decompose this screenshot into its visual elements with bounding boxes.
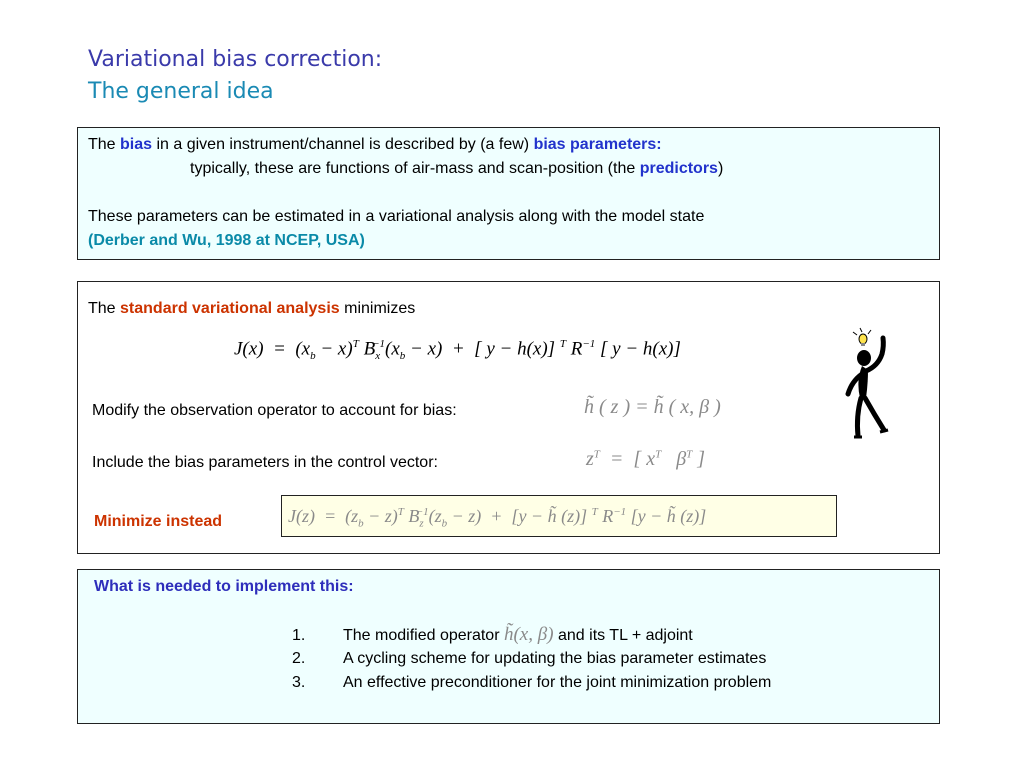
- control-vector-formula: $z^T$ = [ $x^T$ $\beta^T$ ]: [586, 448, 706, 470]
- minimize-instead-label: Minimize instead: [94, 513, 223, 530]
- implementation-list: [292, 623, 771, 695]
- list-item: 1. The modified operator h̃(x, β) and its TL + adjoint: [292, 624, 693, 645]
- modify-operator-label: Modify the observation operator to account for bias:: [92, 402, 457, 419]
- implementation-heading: What is needed to implement this:: [94, 578, 354, 595]
- reference-citation: (Derber and Wu, 1998 at NCEP, USA): [88, 232, 365, 249]
- list-item: 2. A cycling scheme for updating the bias parameter estimates: [292, 650, 767, 667]
- bias-paragraph-2: typically, these are functions of air-mass and scan-position (the predictors): [190, 160, 724, 177]
- bias-paragraph-3: These parameters can be estimated in a variational analysis along with the model state: [88, 208, 705, 225]
- list-item: 3. An effective preconditioner for the joint minimization problem: [292, 674, 772, 691]
- thinking-person-lightbulb-icon: [840, 326, 900, 441]
- slide-title: [88, 44, 382, 108]
- title-line-1: Variational bias correction:: [88, 47, 383, 72]
- bias-term: bias: [120, 136, 153, 153]
- augmented-cost-function-formula: $J(z) = (z_b - z)^T$ $B_z^{-1}(z_b - z) + [y$ − h̃ (z)] $^T$ $R^{-1}$ [y − h̃ (z)]: [288, 506, 707, 530]
- cost-function-formula: $J(x) = (x_b - x)^T$ $B_x^{-1}(x_b - x)$ + [ y − h(x)] $^T$ $R^{-1}$ [ y − h(x)]: [234, 338, 681, 363]
- title-line-2: The general idea: [88, 79, 274, 104]
- bias-paragraph-1: The bias in a given instrument/channel is described by (a few) bias parameters:: [88, 136, 662, 153]
- bias-parameters-term: bias parameters:: [533, 136, 662, 153]
- bias-description-box: [77, 127, 940, 260]
- modified-operator-inline-formula: h̃(x, β): [503, 624, 554, 645]
- modified-operator-formula: h̃ ( z ) = h̃ ( x, β ): [584, 396, 721, 418]
- include-parameters-label: Include the bias parameters in the control vector:: [92, 454, 438, 471]
- predictors-term: predictors: [639, 160, 718, 177]
- standard-analysis-intro: The standard variational analysis minimizes: [88, 300, 416, 317]
- minimize-formula-box: [281, 495, 837, 537]
- standard-analysis-term: standard variational analysis: [120, 300, 340, 317]
